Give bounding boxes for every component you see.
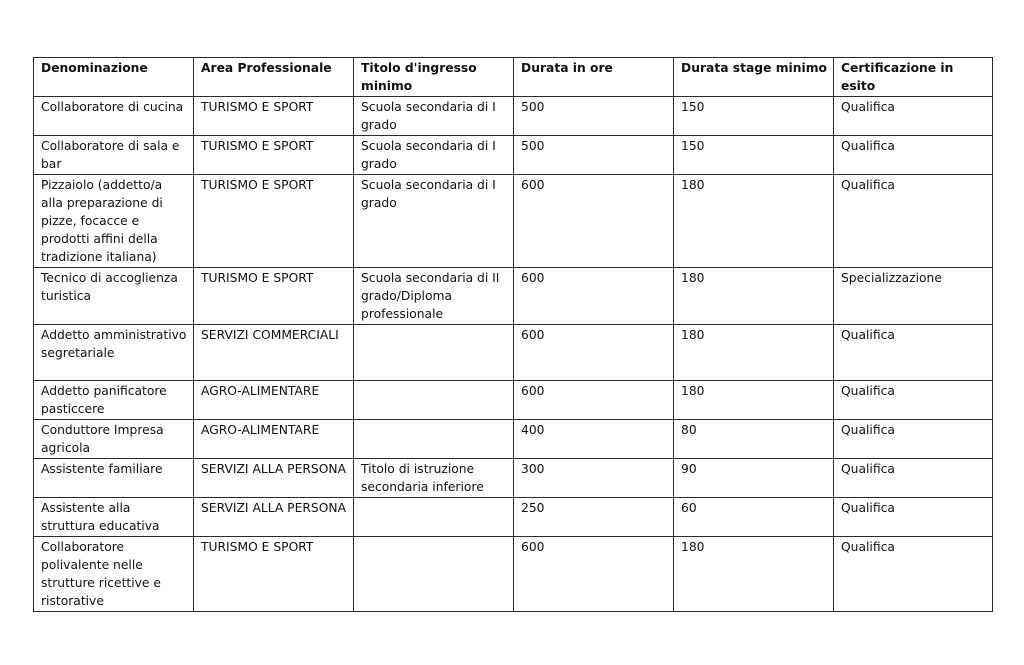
cell-titolo [354, 498, 514, 537]
table-row [34, 459, 993, 498]
cell-durata-ore: 400 [514, 420, 674, 459]
header-titolo-ingresso: Titolo d'ingresso minimo [354, 58, 514, 97]
cell-certificazione: Specializzazione [834, 268, 993, 325]
cell-durata-ore: 600 [514, 325, 674, 381]
cell-durata-stage: 180 [674, 381, 834, 420]
header-row [34, 58, 993, 97]
cell-certificazione: Qualifica [834, 175, 993, 268]
cell-durata-ore: 250 [514, 498, 674, 537]
cell-durata-ore: 300 [514, 459, 674, 498]
cell-area: TURISMO E SPORT [194, 175, 354, 268]
cell-durata-ore: 600 [514, 537, 674, 612]
table-row [34, 175, 993, 268]
cell-titolo [354, 325, 514, 381]
table-body [34, 97, 993, 612]
table-row [34, 537, 993, 612]
cell-denominazione: Collaboratore di cucina [34, 97, 194, 136]
table-row [34, 136, 993, 175]
cell-denominazione: Collaboratore polivalente nelle strutture ricettive e ristorative [34, 537, 194, 612]
table-header [34, 58, 993, 97]
cell-titolo: Titolo di istruzione secondaria inferiore [354, 459, 514, 498]
table-row [34, 498, 993, 537]
table-row [34, 381, 993, 420]
cell-certificazione: Qualifica [834, 97, 993, 136]
cell-certificazione: Qualifica [834, 420, 993, 459]
cell-denominazione: Collaboratore di sala e bar [34, 136, 194, 175]
cell-durata-stage: 60 [674, 498, 834, 537]
cell-area: TURISMO E SPORT [194, 97, 354, 136]
cell-certificazione: Qualifica [834, 459, 993, 498]
cell-denominazione: Tecnico di accoglienza turistica [34, 268, 194, 325]
cell-titolo [354, 420, 514, 459]
cell-durata-stage: 80 [674, 420, 834, 459]
cell-denominazione: Addetto amministrativo segretariale [34, 325, 194, 381]
table-row [34, 268, 993, 325]
cell-certificazione: Qualifica [834, 325, 993, 381]
cell-titolo: Scuola secondaria di I grado [354, 97, 514, 136]
cell-certificazione: Qualifica [834, 381, 993, 420]
cell-area: SERVIZI COMMERCIALI [194, 325, 354, 381]
cell-certificazione: Qualifica [834, 498, 993, 537]
table-row [34, 420, 993, 459]
cell-titolo: Scuola secondaria di I grado [354, 136, 514, 175]
cell-certificazione: Qualifica [834, 537, 993, 612]
cell-durata-ore: 600 [514, 175, 674, 268]
cell-titolo: Scuola secondaria di II grado/Diploma professionale [354, 268, 514, 325]
cell-durata-stage: 90 [674, 459, 834, 498]
cell-durata-stage: 180 [674, 268, 834, 325]
header-certificazione: Certificazione in esito [834, 58, 993, 97]
cell-area: AGRO-ALIMENTARE [194, 381, 354, 420]
cell-durata-stage: 150 [674, 136, 834, 175]
cell-area: TURISMO E SPORT [194, 136, 354, 175]
cell-durata-ore: 600 [514, 381, 674, 420]
cell-durata-stage: 180 [674, 537, 834, 612]
courses-table [33, 57, 993, 612]
table-row [34, 97, 993, 136]
cell-area: TURISMO E SPORT [194, 537, 354, 612]
cell-durata-stage: 150 [674, 97, 834, 136]
header-denominazione: Denominazione [34, 58, 194, 97]
cell-denominazione: Assistente familiare [34, 459, 194, 498]
table-row [34, 325, 993, 381]
cell-denominazione: Addetto panificatore pasticcere [34, 381, 194, 420]
cell-area: SERVIZI ALLA PERSONA [194, 459, 354, 498]
cell-denominazione: Conduttore Impresa agricola [34, 420, 194, 459]
cell-titolo: Scuola secondaria di I grado [354, 175, 514, 268]
cell-durata-stage: 180 [674, 325, 834, 381]
header-durata-stage: Durata stage minimo [674, 58, 834, 97]
cell-denominazione: Assistente alla struttura educativa [34, 498, 194, 537]
cell-titolo [354, 537, 514, 612]
cell-area: TURISMO E SPORT [194, 268, 354, 325]
cell-certificazione: Qualifica [834, 136, 993, 175]
cell-durata-ore: 500 [514, 136, 674, 175]
cell-titolo [354, 381, 514, 420]
cell-durata-ore: 600 [514, 268, 674, 325]
header-area-professionale: Area Professionale [194, 58, 354, 97]
cell-area: AGRO-ALIMENTARE [194, 420, 354, 459]
cell-durata-ore: 500 [514, 97, 674, 136]
header-durata-ore: Durata in ore [514, 58, 674, 97]
cell-area: SERVIZI ALLA PERSONA [194, 498, 354, 537]
cell-durata-stage: 180 [674, 175, 834, 268]
cell-denominazione: Pizzaiolo (addetto/a alla preparazione di pizze, focacce e prodotti affini della tradizione italiana) [34, 175, 194, 268]
